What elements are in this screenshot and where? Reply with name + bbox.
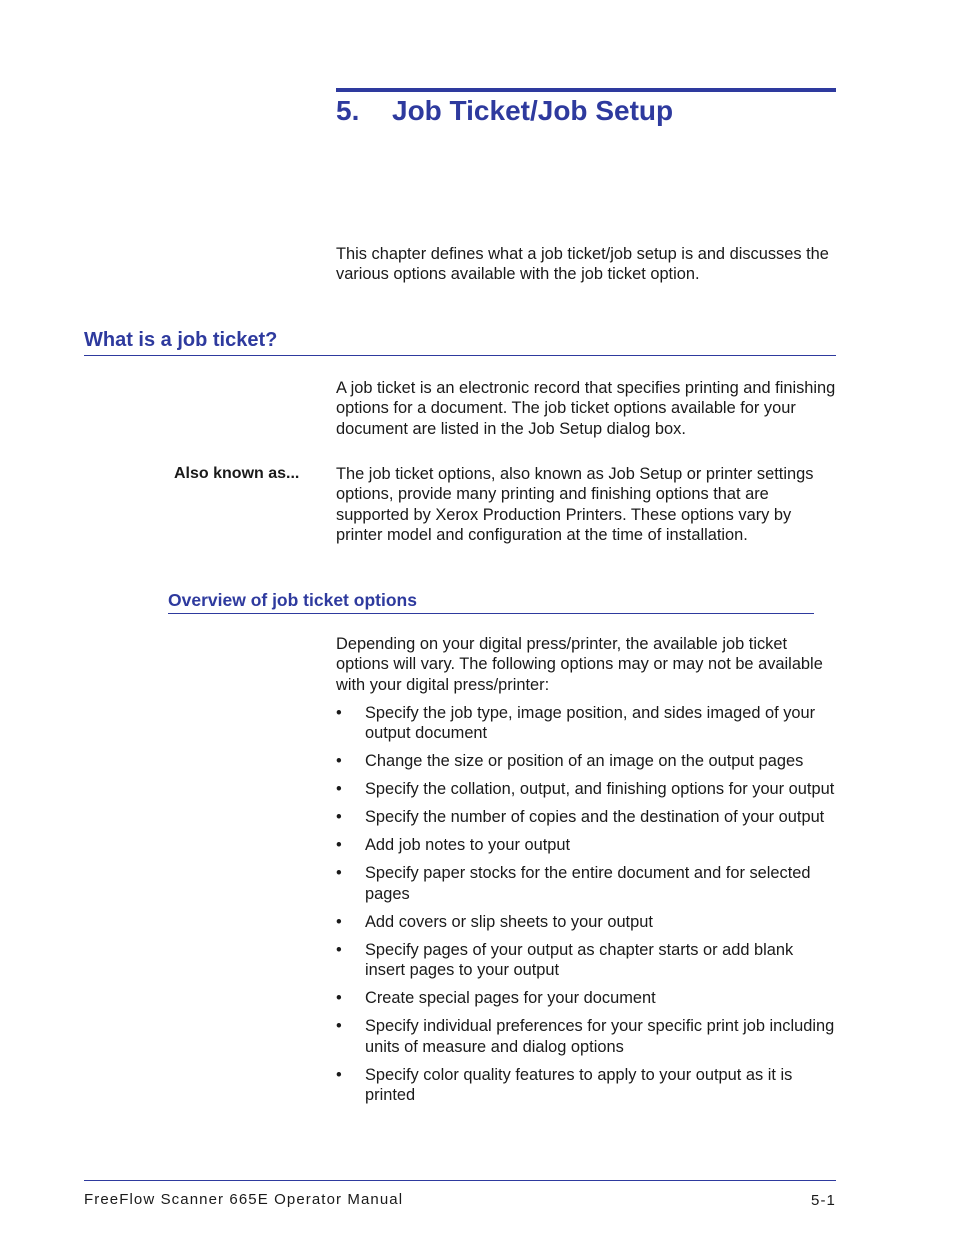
subsection-heading: Overview of job ticket options xyxy=(168,589,814,614)
chapter-title xyxy=(336,93,673,129)
also-known-as-paragraph: The job ticket options, also known as Job Setup or printer settings options, provide many printing and finishing options that are supported by Xerox Production Printers. These options vary by printer model and configuration at the time of installation. xyxy=(336,465,814,545)
list-item-text: Add job notes to your output xyxy=(365,836,571,855)
list-item-text: Specify paper stocks for the entire document and for selected pages xyxy=(365,864,811,903)
list-item xyxy=(336,703,836,744)
bullet-icon: • xyxy=(336,752,342,771)
list-item-text: Specify the number of copies and the destination of your output xyxy=(365,808,825,827)
list-item xyxy=(336,751,836,771)
bullet-icon: • xyxy=(336,704,342,722)
list-item-text: Create special pages for your document xyxy=(365,989,656,1008)
footer-page-number: 5-1 xyxy=(811,1192,836,1209)
list-item xyxy=(336,988,836,1008)
bullet-icon: • xyxy=(336,808,342,827)
list-item-text: Add covers or slip sheets to your output xyxy=(365,912,653,931)
list-item-text: Specify the collation, output, and finishing options for your output xyxy=(365,780,835,799)
bullet-icon: • xyxy=(336,912,342,931)
list-item-text: Specify individual preferences for your specific print job including units of measure and dialog options xyxy=(365,1017,835,1056)
bullet-icon: • xyxy=(336,989,342,1008)
list-item xyxy=(336,779,836,799)
list-item xyxy=(336,1065,836,1106)
footer-manual-title: FreeFlow Scanner 665E Operator Manual xyxy=(84,1191,404,1208)
list-item xyxy=(336,835,836,855)
bullet-icon: • xyxy=(336,1017,342,1036)
job-ticket-definition-paragraph: A job ticket is an electronic record that specifies printing and finishing options for a document. The job ticket options available for your document are listed in the Job Setup dialog box. xyxy=(336,379,836,438)
intro-paragraph: This chapter defines what a job ticket/job setup is and discusses the various options available with the job ticket option. xyxy=(336,245,829,284)
list-item xyxy=(336,940,836,981)
overview-paragraph: Depending on your digital press/printer, the available job ticket options will vary. The following options may or may not be available with your digital press/printer: xyxy=(336,635,823,694)
list-item xyxy=(336,807,836,827)
bullet-icon: • xyxy=(336,780,342,799)
footer-rule xyxy=(84,1180,836,1181)
list-item xyxy=(336,1016,836,1057)
list-item-text: Specify pages of your output as chapter starts or add blank insert pages to your output xyxy=(365,940,794,980)
also-known-as-label: Also known as... xyxy=(174,465,300,482)
bullet-icon: • xyxy=(336,836,342,855)
chapter-title-rule xyxy=(336,88,836,92)
list-item-text: Specify color quality features to apply to your output as it is printed xyxy=(365,1065,793,1105)
section-heading: What is a job ticket? xyxy=(84,327,836,356)
list-item xyxy=(336,912,836,932)
bullet-icon: • xyxy=(336,940,342,959)
chapter-title-text: Job Ticket/Job Setup xyxy=(392,95,674,126)
bullet-icon: • xyxy=(336,864,342,883)
list-item xyxy=(336,863,836,904)
chapter-number: 5. xyxy=(336,95,360,126)
options-bullet-list xyxy=(336,703,836,1113)
bullet-icon: • xyxy=(336,1065,342,1084)
list-item-text: Specify the job type, image position, and sides imaged of your output document xyxy=(365,704,816,743)
list-item-text: Change the size or position of an image on the output pages xyxy=(365,752,804,771)
